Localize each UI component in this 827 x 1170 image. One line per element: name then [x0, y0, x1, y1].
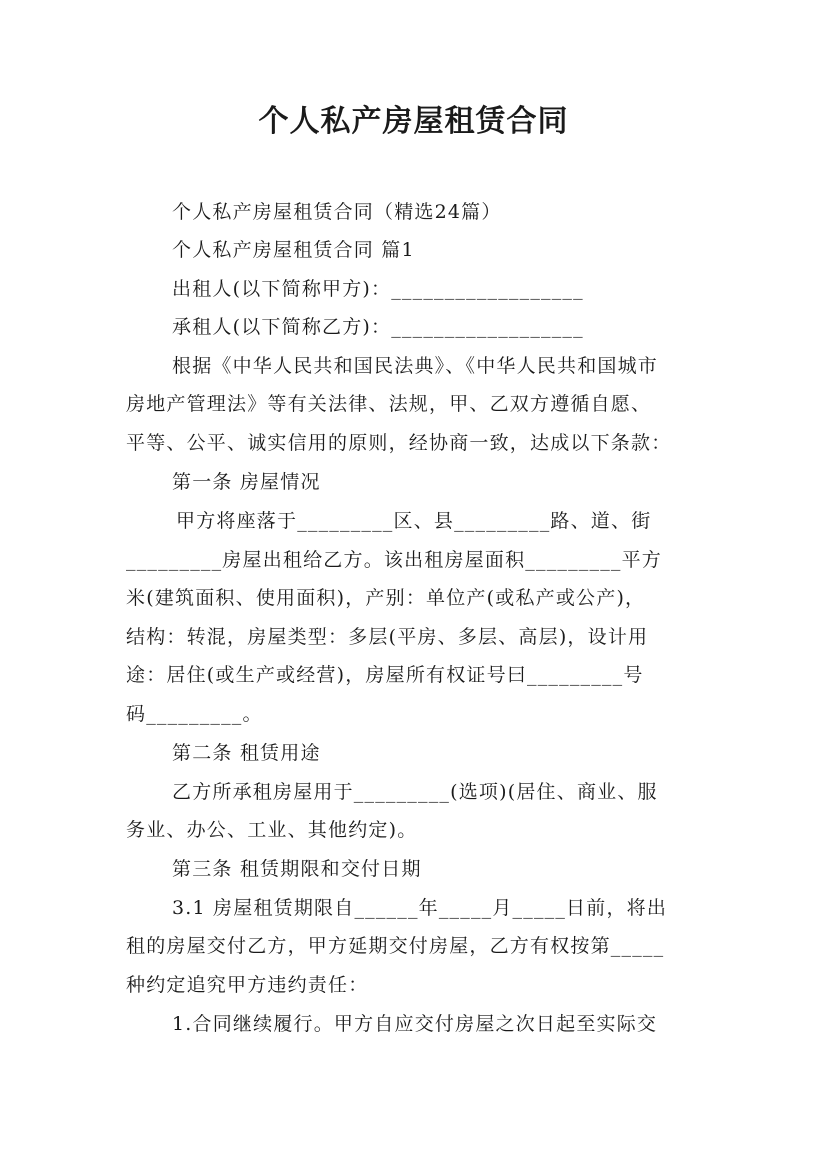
- paragraph-line: 出租人(以下简称甲方)：__________________: [172, 278, 584, 300]
- paragraph-line: 个人私产房屋租赁合同 篇1: [172, 239, 415, 261]
- paragraph-line: 3.1 房屋租赁期限自______年_____月_____日前，将出: [172, 897, 668, 919]
- paragraph-line: 乙方所承租房屋用于_________(选项)(居住、商业、服: [172, 781, 658, 803]
- paragraph-line: 平等、公平、诚实信用的原则，经协商一致，达成以下条款：: [126, 432, 672, 454]
- paragraph-line: 1.合同继续履行。甲方自应交付房屋之次日起至实际交: [172, 1013, 658, 1035]
- paragraph-line: 种约定追究甲方违约责任：: [126, 974, 369, 996]
- paragraph-line: 甲方将座落于_________区、县_________路、道、街: [176, 510, 652, 532]
- section-heading: 第一条 房屋情况: [172, 471, 321, 493]
- paragraph-line: 租的房屋交付乙方，甲方延期交付房屋，乙方有权按第_____: [126, 935, 665, 957]
- paragraph-line: 途：居住(或生产或经营)，房屋所有权证号曰_________号: [126, 664, 644, 686]
- paragraph-line: 承租人(以下简称乙方)：__________________: [172, 316, 584, 338]
- paragraph-line: 码_________。: [126, 703, 263, 725]
- paragraph-line: 根据《中华人民共和国民法典》、《中华人民共和国城市: [172, 355, 659, 377]
- document-title: 个人私产房屋租赁合同: [258, 104, 569, 139]
- section-heading: 第三条 租赁期限和交付日期: [172, 858, 422, 880]
- paragraph-line: 结构：转混，房屋类型：多层(平房、多层、高层)，设计用: [126, 626, 649, 648]
- paragraph-line: 个人私产房屋租赁合同（精选24篇）: [172, 201, 502, 223]
- paragraph-line: 务业、办公、工业、其他约定)。: [126, 819, 418, 841]
- paragraph-line: _________房屋出租给乙方。该出租房屋面积_________平方: [126, 549, 663, 571]
- paragraph-line: 米(建筑面积、使用面积)，产别：单位产(或私产或公产)，: [126, 587, 646, 609]
- section-heading: 第二条 租赁用途: [172, 742, 321, 764]
- paragraph-line: 房地产管理法》等有关法律、法规，甲、乙双方遵循自愿、: [126, 393, 652, 415]
